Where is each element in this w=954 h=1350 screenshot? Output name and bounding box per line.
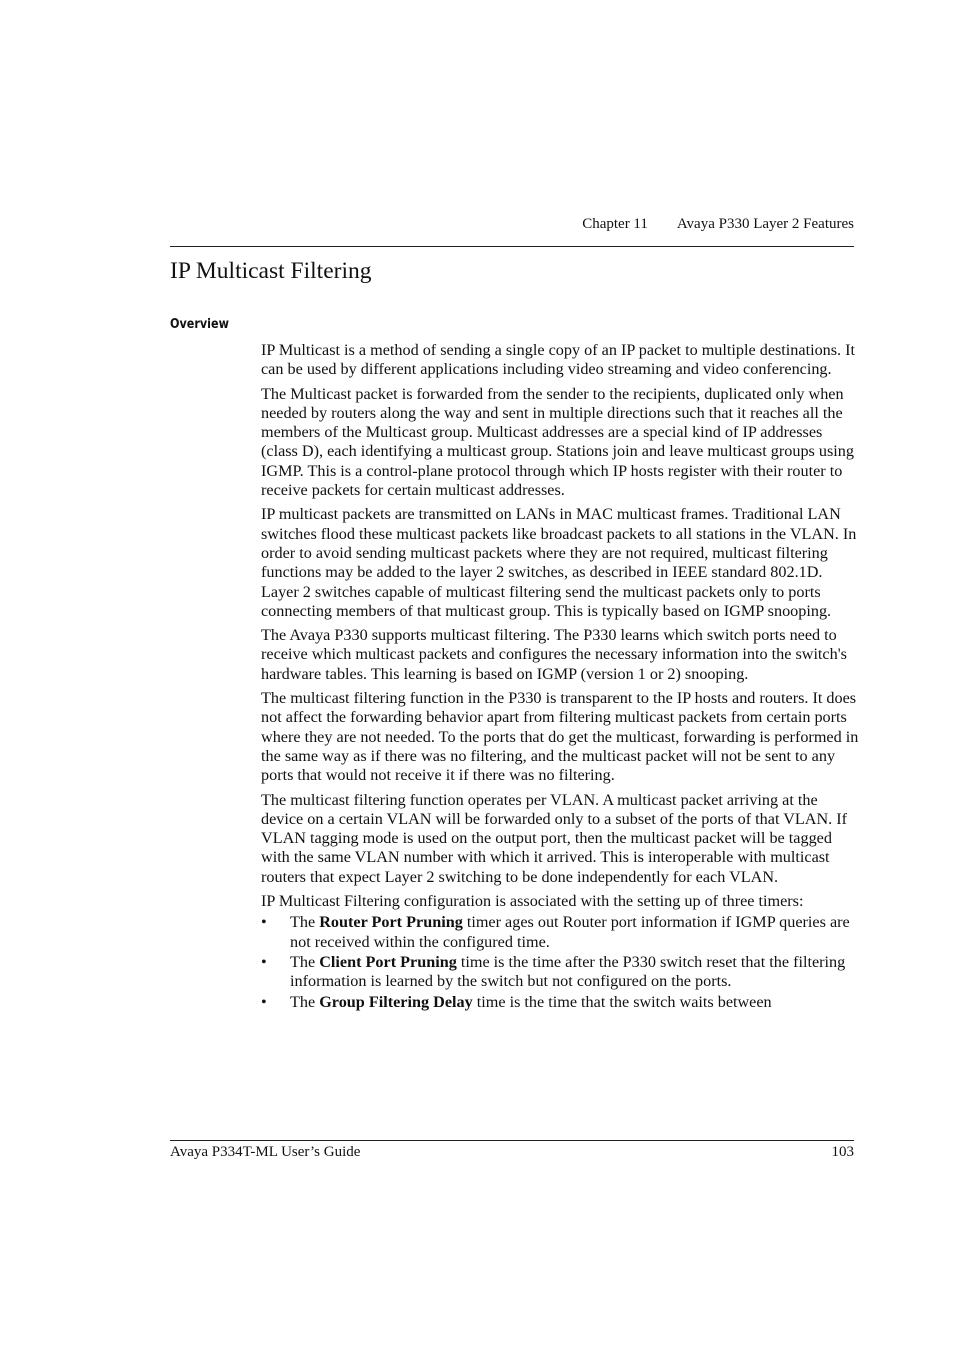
paragraph: IP Multicast is a method of sending a single copy of an IP packet to multiple destinations. It can be used by different applications including video streaming and video conferencing. bbox=[261, 341, 856, 379]
bullet-glyph: • bbox=[261, 992, 267, 1011]
header-rule bbox=[170, 246, 854, 247]
list-item bbox=[261, 953, 861, 992]
paragraph: IP multicast packets are transmitted on LANs in MAC multicast frames. Traditional LAN switches flood these multicast packets like broadcast packets to all stations in the VLAN. In order to avoid sending multicast packets where they are not required, multicast filtering functions may be added to the layer 2 switches, as described in IEEE standard 802.1D. Layer 2 switches capable of multicast filtering send the multicast packets only to ports connecting members of that multicast group. This is typically based on IGMP snooping. bbox=[261, 505, 857, 620]
bullet-text: time is the time that the switch waits between bbox=[472, 992, 772, 1011]
bullet-prefix: The bbox=[290, 992, 320, 1011]
footer-guide-title: Avaya P334T-ML User’s Guide bbox=[170, 1144, 361, 1160]
bullet-text: timer ages out Router port information if IGMP queries are not received within the configured time. bbox=[290, 913, 850, 951]
chapter-label: Chapter 11 bbox=[582, 216, 648, 232]
paragraph: IP Multicast Filtering configuration is associated with the setting up of three timers: bbox=[261, 892, 804, 911]
paragraph: The Avaya P330 supports multicast filtering. The P330 learns which switch ports need to receive which multicast packets and configures the necessary information into the switch's hardware tables. This learning is based on IGMP (version 1 or 2) snooping. bbox=[261, 626, 847, 683]
paragraph: The multicast filtering function operates per VLAN. A multicast packet arriving at the device on a certain VLAN will be forwarded only to a subset of the ports of that VLAN. If VLAN tagging mode is used on the output port, then the multicast packet will be tagged with the same VLAN number with which it arrived. This is interoperable with multicast routers that expect Layer 2 switching to be done independently for each VLAN. bbox=[261, 790, 848, 886]
bullet-prefix: The bbox=[290, 952, 320, 971]
bullet-term: Group Filtering Delay bbox=[319, 992, 473, 1011]
list-item bbox=[261, 913, 861, 952]
footer-rule bbox=[170, 1140, 854, 1141]
chapter-title: Avaya P330 Layer 2 Features bbox=[676, 216, 854, 232]
page-number: 103 bbox=[831, 1144, 854, 1160]
bullet-prefix: The bbox=[290, 913, 320, 932]
bullet-term: Router Port Pruning bbox=[319, 913, 463, 932]
paragraph: The Multicast packet is forwarded from the sender to the recipients, duplicated only when needed by routers along the way and sent in multiple directions such that it reaches all the members of the Multicast group. Multicast addresses are a special kind of IP addresses (class D), each identifying a multicast group. Stations join and leave multicast groups using IGMP. This is a control-plane protocol through which IP hosts register with their router to receive packets for certain multicast addresses. bbox=[261, 384, 854, 500]
bullet-glyph: • bbox=[261, 913, 267, 932]
section-title: IP Multicast Filtering bbox=[170, 258, 372, 284]
running-header bbox=[582, 216, 854, 233]
timer-list bbox=[261, 913, 861, 1011]
body-text bbox=[261, 341, 861, 1013]
bullet-text: time is the time after the P330 switch reset that the filtering information is learned by the switch but not configured on the ports. bbox=[290, 952, 846, 991]
list-item bbox=[261, 993, 861, 1012]
paragraph: The multicast filtering function in the P330 is transparent to the IP hosts and routers. It does not affect the forwarding behavior apart from filtering multicast packets from certain ports where they are not needed. To the ports that do get the multicast, forwarding is performed in the same way as if there was no filtering, and the multicast packet will not be sent to any ports that would not receive it if there was no filtering. bbox=[261, 689, 859, 785]
bullet-term: Client Port Pruning bbox=[319, 952, 457, 971]
subheading: Overview bbox=[170, 317, 229, 332]
bullet-glyph: • bbox=[261, 952, 267, 971]
